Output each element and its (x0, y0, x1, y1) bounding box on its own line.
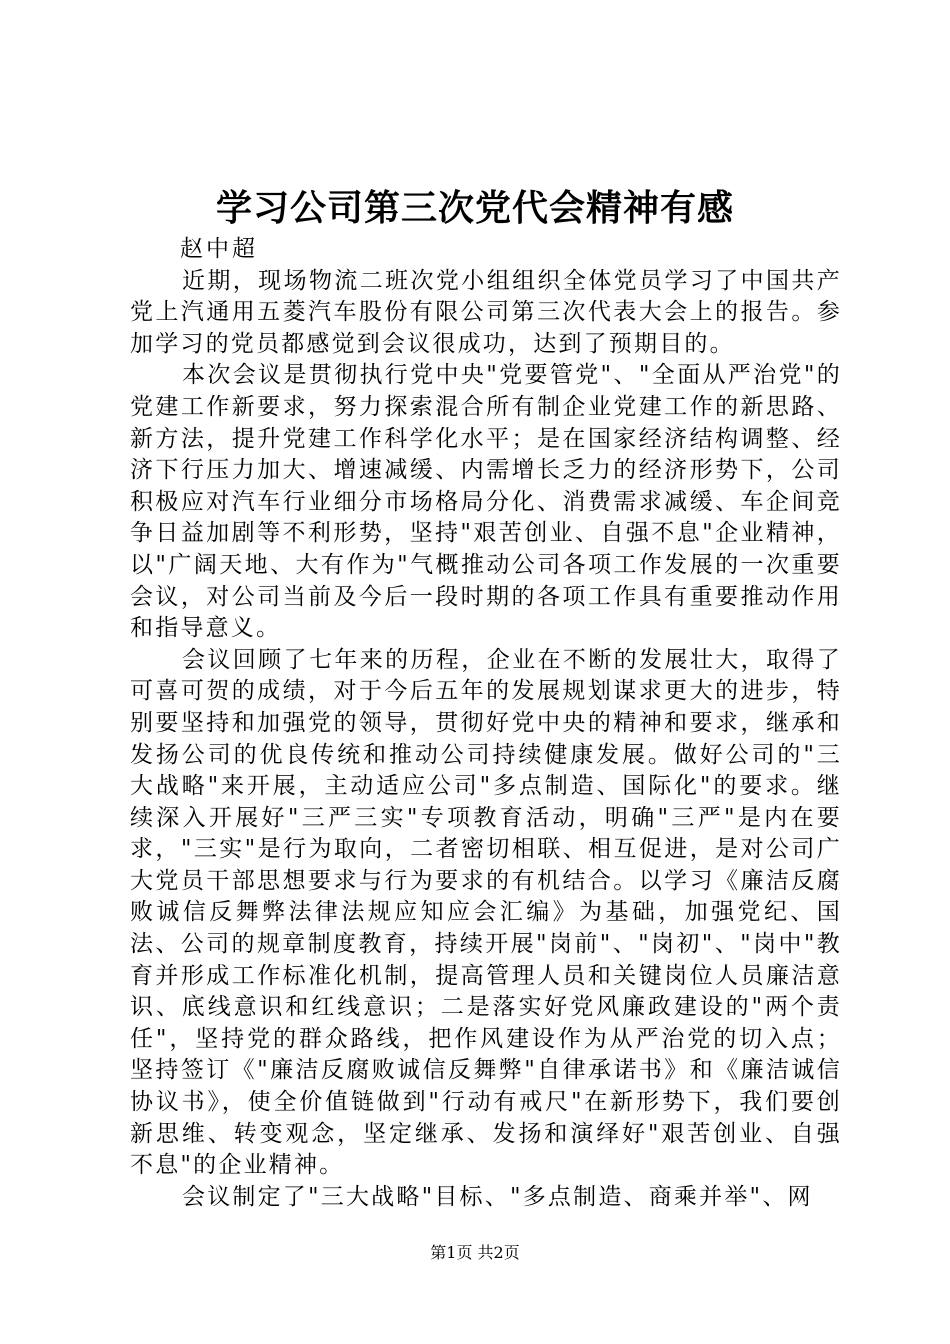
paragraph-2: 本次会议是贯彻执行党中央"党要管党"、"全面从严治党"的党建工作新要求，努力探索混合所有制企业党建工作的新思路、新方法，提升党建工作科学化水平；是在国家经济结构调整、经济下行压力加大、增速减缓、内需增长乏力的经济形势下，公司积极应对汽车行业细分市场格局分化、消费需求减缓、车企间竞争日益加剧等不利形势，坚持"艰苦创业、自强不息"企业精神，以"广阔天地、大有作为"气概推动公司各项工作发展的一次重要会议，对公司当前及今后一段时期的各项工作具有重要推动作用和指导意义。 (130, 362, 842, 642)
document-body (130, 234, 842, 1213)
document-title: 学习公司第三次党代会精神有感 (215, 187, 734, 229)
page-footer: 第1页 共2页 (430, 1243, 520, 1262)
author-name: 赵中超 (180, 236, 258, 262)
paragraph-4: 会议制定了"三大战略"目标、"多点制造、商乘并举"、网 (182, 1183, 813, 1210)
paragraph-1: 近期，现场物流二班次党小组组织全体党员学习了中国共产党上汽通用五菱汽车股份有限公司第三次代表大会上的报告。参加学习的党员都感觉到会议很成功，达到了预期目的。 (130, 267, 842, 357)
paragraph-3: 会议回顾了七年来的历程，企业在不断的发展壮大，取得了可喜可贺的成绩，对于今后五年的发展规划谋求更大的进步，特别要坚持和加强党的领导，贯彻好党中央的精神和要求，继承和发扬公司的优良传统和推动公司持续健康发展。做好公司的"三大战略"来开展，主动适应公司"多点制造、国际化"的要求。继续深入开展好"三严三实"专项教育活动，明确"三严"是内在要求，"三实"是行为取向，二者密切相联、相互促进，是对公司广大党员干部思想要求与行为要求的有机结合。以学习《廉洁反腐败诚信反舞弊法律法规应知应会汇编》为基础，加强党纪、国法、公司的规章制度教育，持续开展"岗前"、"岗初"、"岗中"教育并形成工作标准化机制，提高管理人员和关键岗位人员廉洁意识、底线意识和红线意识；二是落实好党风廉政建设的"两个责任"，坚持党的群众路线，把作风建设作为从严治党的切入点；坚持签订《"廉洁反腐败诚信反舞弊"自律承诺书》和《廉洁诚信协议书》，使全价值链做到"行动有戒尺"在新形势下，我们要创新思维、转变观念，坚定继承、发扬和演绎好"艰苦创业、自强不息"的企业精神。 (130, 646, 842, 1179)
